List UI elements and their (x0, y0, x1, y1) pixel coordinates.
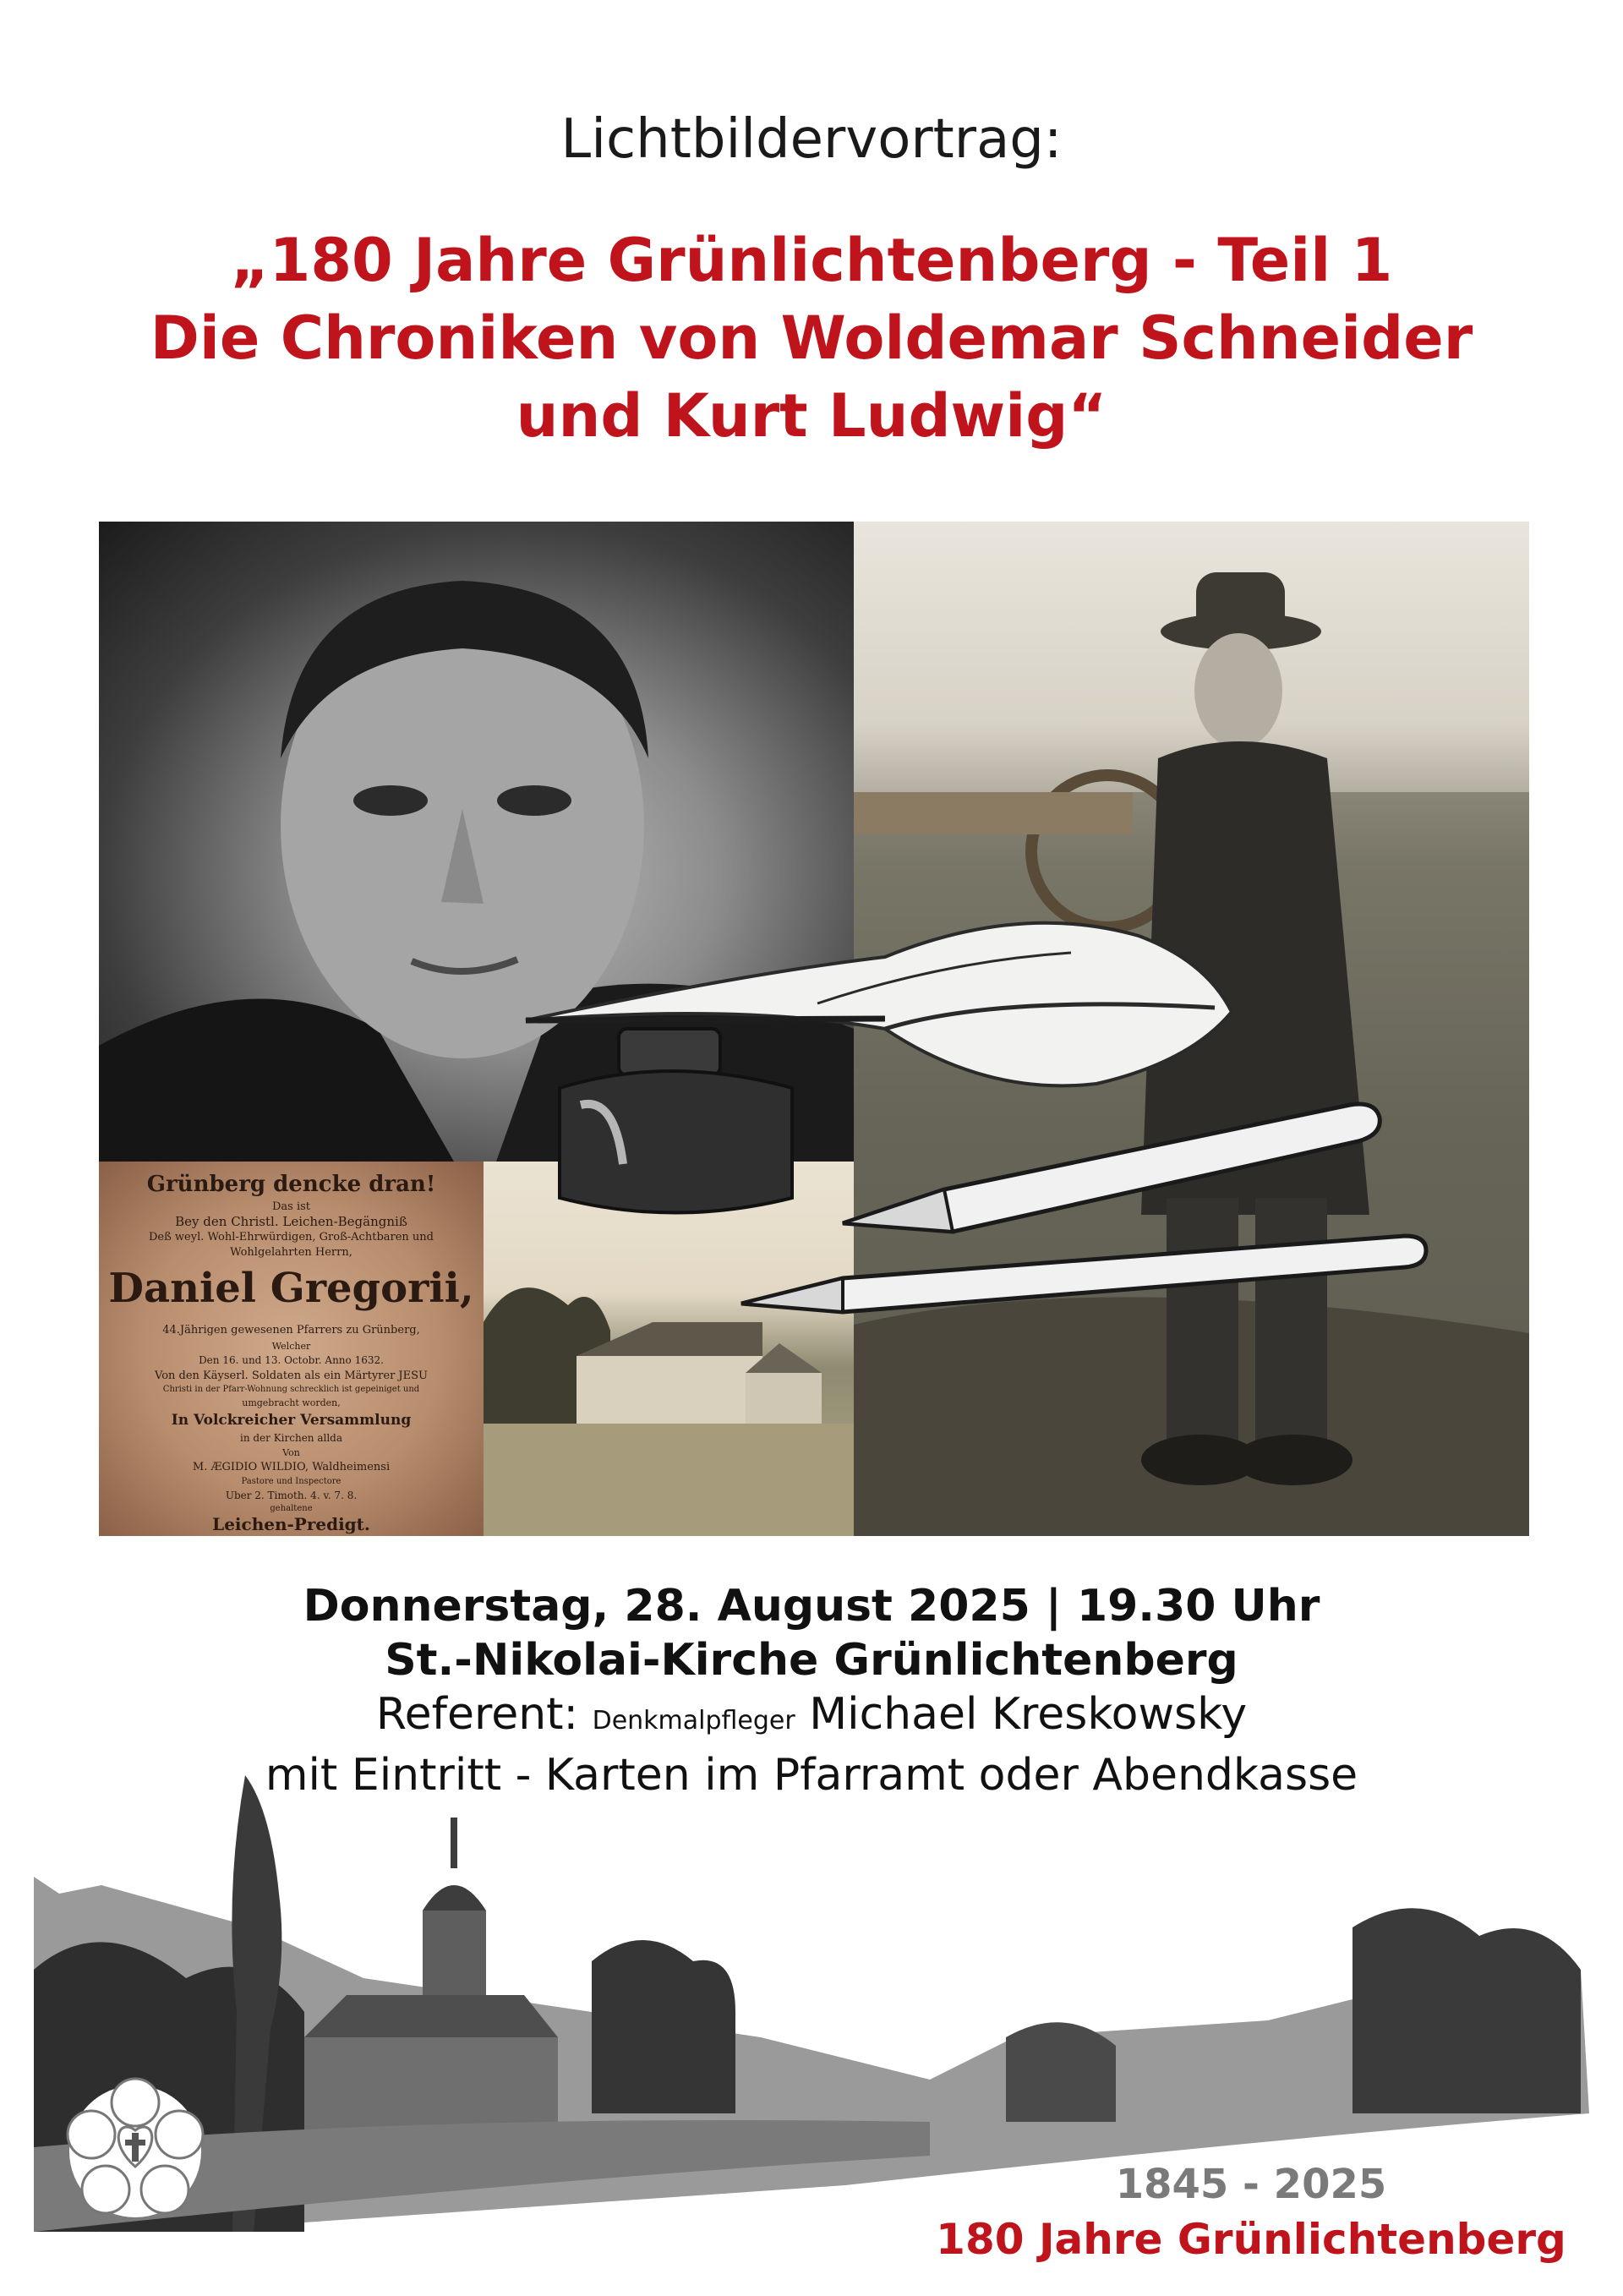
print-line: umgebracht worden, (242, 1397, 341, 1408)
event-date-time: Donnerstag, 28. August 2025 | 19.30 Uhr (303, 1581, 1320, 1632)
print-line: gehaltene (270, 1504, 313, 1513)
print-line: Christi in der Pfarr-Wohnung schrecklich ist gepeiniget und (162, 1385, 420, 1394)
speaker-label: Referent: (375, 1689, 579, 1740)
event-admission: mit Eintritt - Karten im Pfarramt oder Abendkasse (265, 1750, 1358, 1801)
speaker-role: Denkmalpfleger (592, 1706, 795, 1736)
lecture-title-line: und Kurt Ludwig“ (516, 381, 1107, 451)
anniversary-years: 1845 - 2025 (1115, 2161, 1387, 2208)
event-speaker (0, 1687, 1623, 1748)
print-line: Von (282, 1447, 300, 1458)
print-line: In Volckreicher Versammlung (171, 1412, 412, 1429)
print-line: Uber 2. Timoth. 4. v. 7. 8. (225, 1490, 358, 1501)
speaker-name: Michael Kreskowsky (809, 1689, 1248, 1740)
print-line: Wohlgelahrten Herrn, (230, 1246, 352, 1259)
print-line: Welcher (271, 1341, 311, 1352)
event-venue: St.-Nikolai-Kirche Grünlichtenberg (385, 1635, 1238, 1686)
print-line: Das ist (271, 1200, 311, 1213)
print-line: Pastore und Inspectore (241, 1477, 342, 1486)
inkwell-icon (560, 1029, 792, 1213)
print-line: Von den Käyserl. Soldaten als ein Märtyrer JESU (155, 1369, 428, 1382)
print-line: Deß weyl. Wohl-Ehrwürdigen, Groß-Achtbaren und (149, 1231, 434, 1244)
lecture-title-line: Die Chroniken von Woldemar Schneider (150, 303, 1473, 373)
print-line: M. ÆGIDIO WILDIO, Waldheimensi (192, 1461, 391, 1473)
print-line: Grünberg dencke dran! (146, 1172, 436, 1197)
print-line: Bey den Christl. Leichen-Begängniß (175, 1214, 407, 1229)
anniversary-label: 180 Jahre Grünlichtenberg (936, 2215, 1566, 2264)
writing-tools-illustration (99, 522, 1529, 1536)
lecture-title-line: „180 Jahre Grünlichtenberg - Teil 1 (230, 226, 1393, 295)
print-line: Den 16. und 13. Octobr. Anno 1632. (199, 1354, 384, 1366)
print-line: in der Kirchen allda (239, 1432, 342, 1444)
fountain-pen-icon (843, 1104, 1380, 1232)
print-line: 44.Jährigen gewesenen Pfarrers zu Grünberg, (162, 1324, 420, 1337)
photo-collage (99, 522, 1529, 1536)
print-line: Leichen-Predigt. (212, 1514, 370, 1534)
dip-pen-icon (741, 1236, 1426, 1312)
print-line: Daniel Gregorii, (108, 1265, 474, 1312)
event-type-heading: Lichtbildervortrag: (560, 108, 1063, 171)
lecture-title (0, 221, 1623, 455)
